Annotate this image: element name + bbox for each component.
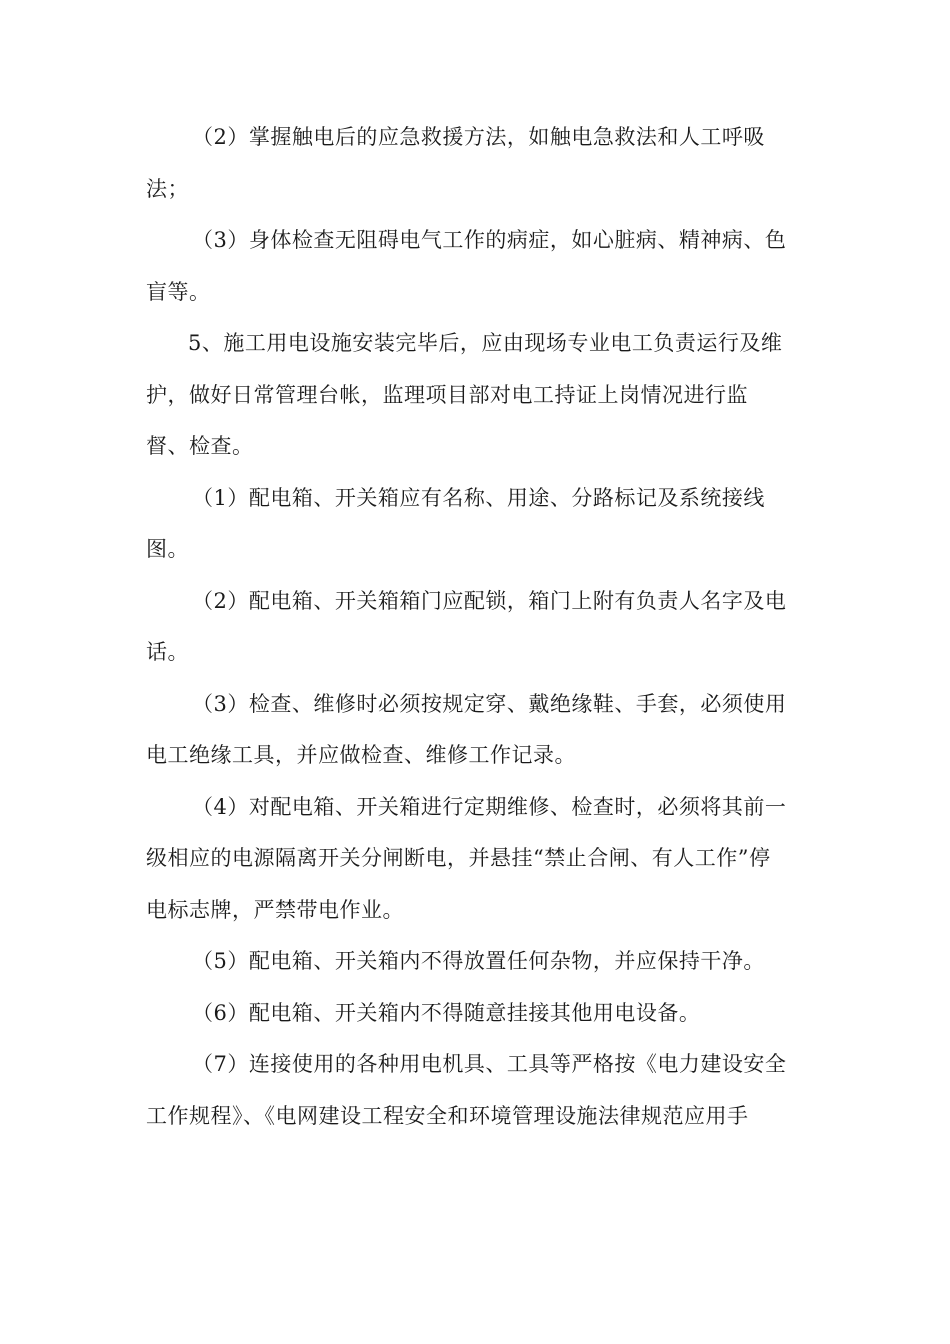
text-line: （6）配电箱、开关箱内不得随意挂接其他用电设备。 [192, 1000, 701, 1025]
text-line: 法； [146, 176, 189, 201]
paragraph-p6 [146, 679, 810, 782]
text-line: 5、施工用电设施安装完毕后，应由现场专业电工负责运行及维 [188, 331, 783, 355]
paragraph-p10 [146, 1039, 810, 1142]
text-line: （2）掌握触电后的应急救援方法，如触电急救法和人工呼吸 [192, 125, 765, 149]
paragraph-p8 [146, 936, 810, 988]
text-line: （3）身体检查无阻碍电气工作的病症，如心脏病、精神病、色 [192, 228, 787, 252]
paragraph-p1 [146, 112, 810, 215]
text-line: （2）配电箱、开关箱箱门应配锁，箱门上附有负责人名字及电 [192, 588, 787, 613]
document-body [146, 112, 810, 1142]
text-line: 督、检查。 [146, 434, 254, 458]
paragraph-p9 [146, 988, 810, 1040]
paragraph-p3 [146, 318, 810, 473]
paragraph-p7 [146, 782, 810, 937]
text-line: （1）配电箱、开关箱应有名称、用途、分路标记及系统接线 [192, 485, 765, 510]
paragraph-p5 [146, 576, 810, 679]
text-line: （5）配电箱、开关箱内不得放置任何杂物，并应保持干净。 [192, 949, 765, 973]
text-line: 盲等。 [146, 279, 211, 304]
text-line: 电工绝缘工具，并应做检查、维修工作记录。 [146, 743, 576, 767]
text-line: 图。 [146, 537, 189, 561]
text-line: （4）对配电箱、开关箱进行定期维修、检查时，必须将其前一 [192, 794, 787, 819]
text-line: 话。 [146, 640, 189, 664]
text-line: （3）检查、维修时必须按规定穿、戴绝缘鞋、手套，必须使用 [192, 691, 787, 716]
paragraph-p2 [146, 215, 810, 318]
text-line: 级相应的电源隔离开关分闸断电，并悬挂“禁止合闸、有人工作”停 [146, 846, 771, 870]
paragraph-p4 [146, 473, 810, 576]
text-line: 工作规程》、《电网建设工程安全和环境管理设施法律规范应用手 [146, 1103, 749, 1128]
text-line: 护，做好日常管理台帐，监理项目部对电工持证上岗情况进行监 [146, 382, 748, 407]
text-line: （7）连接使用的各种用电机具、工具等严格按《电力建设安全 [192, 1052, 787, 1076]
text-line: 电标志牌，严禁带电作业。 [146, 897, 404, 922]
